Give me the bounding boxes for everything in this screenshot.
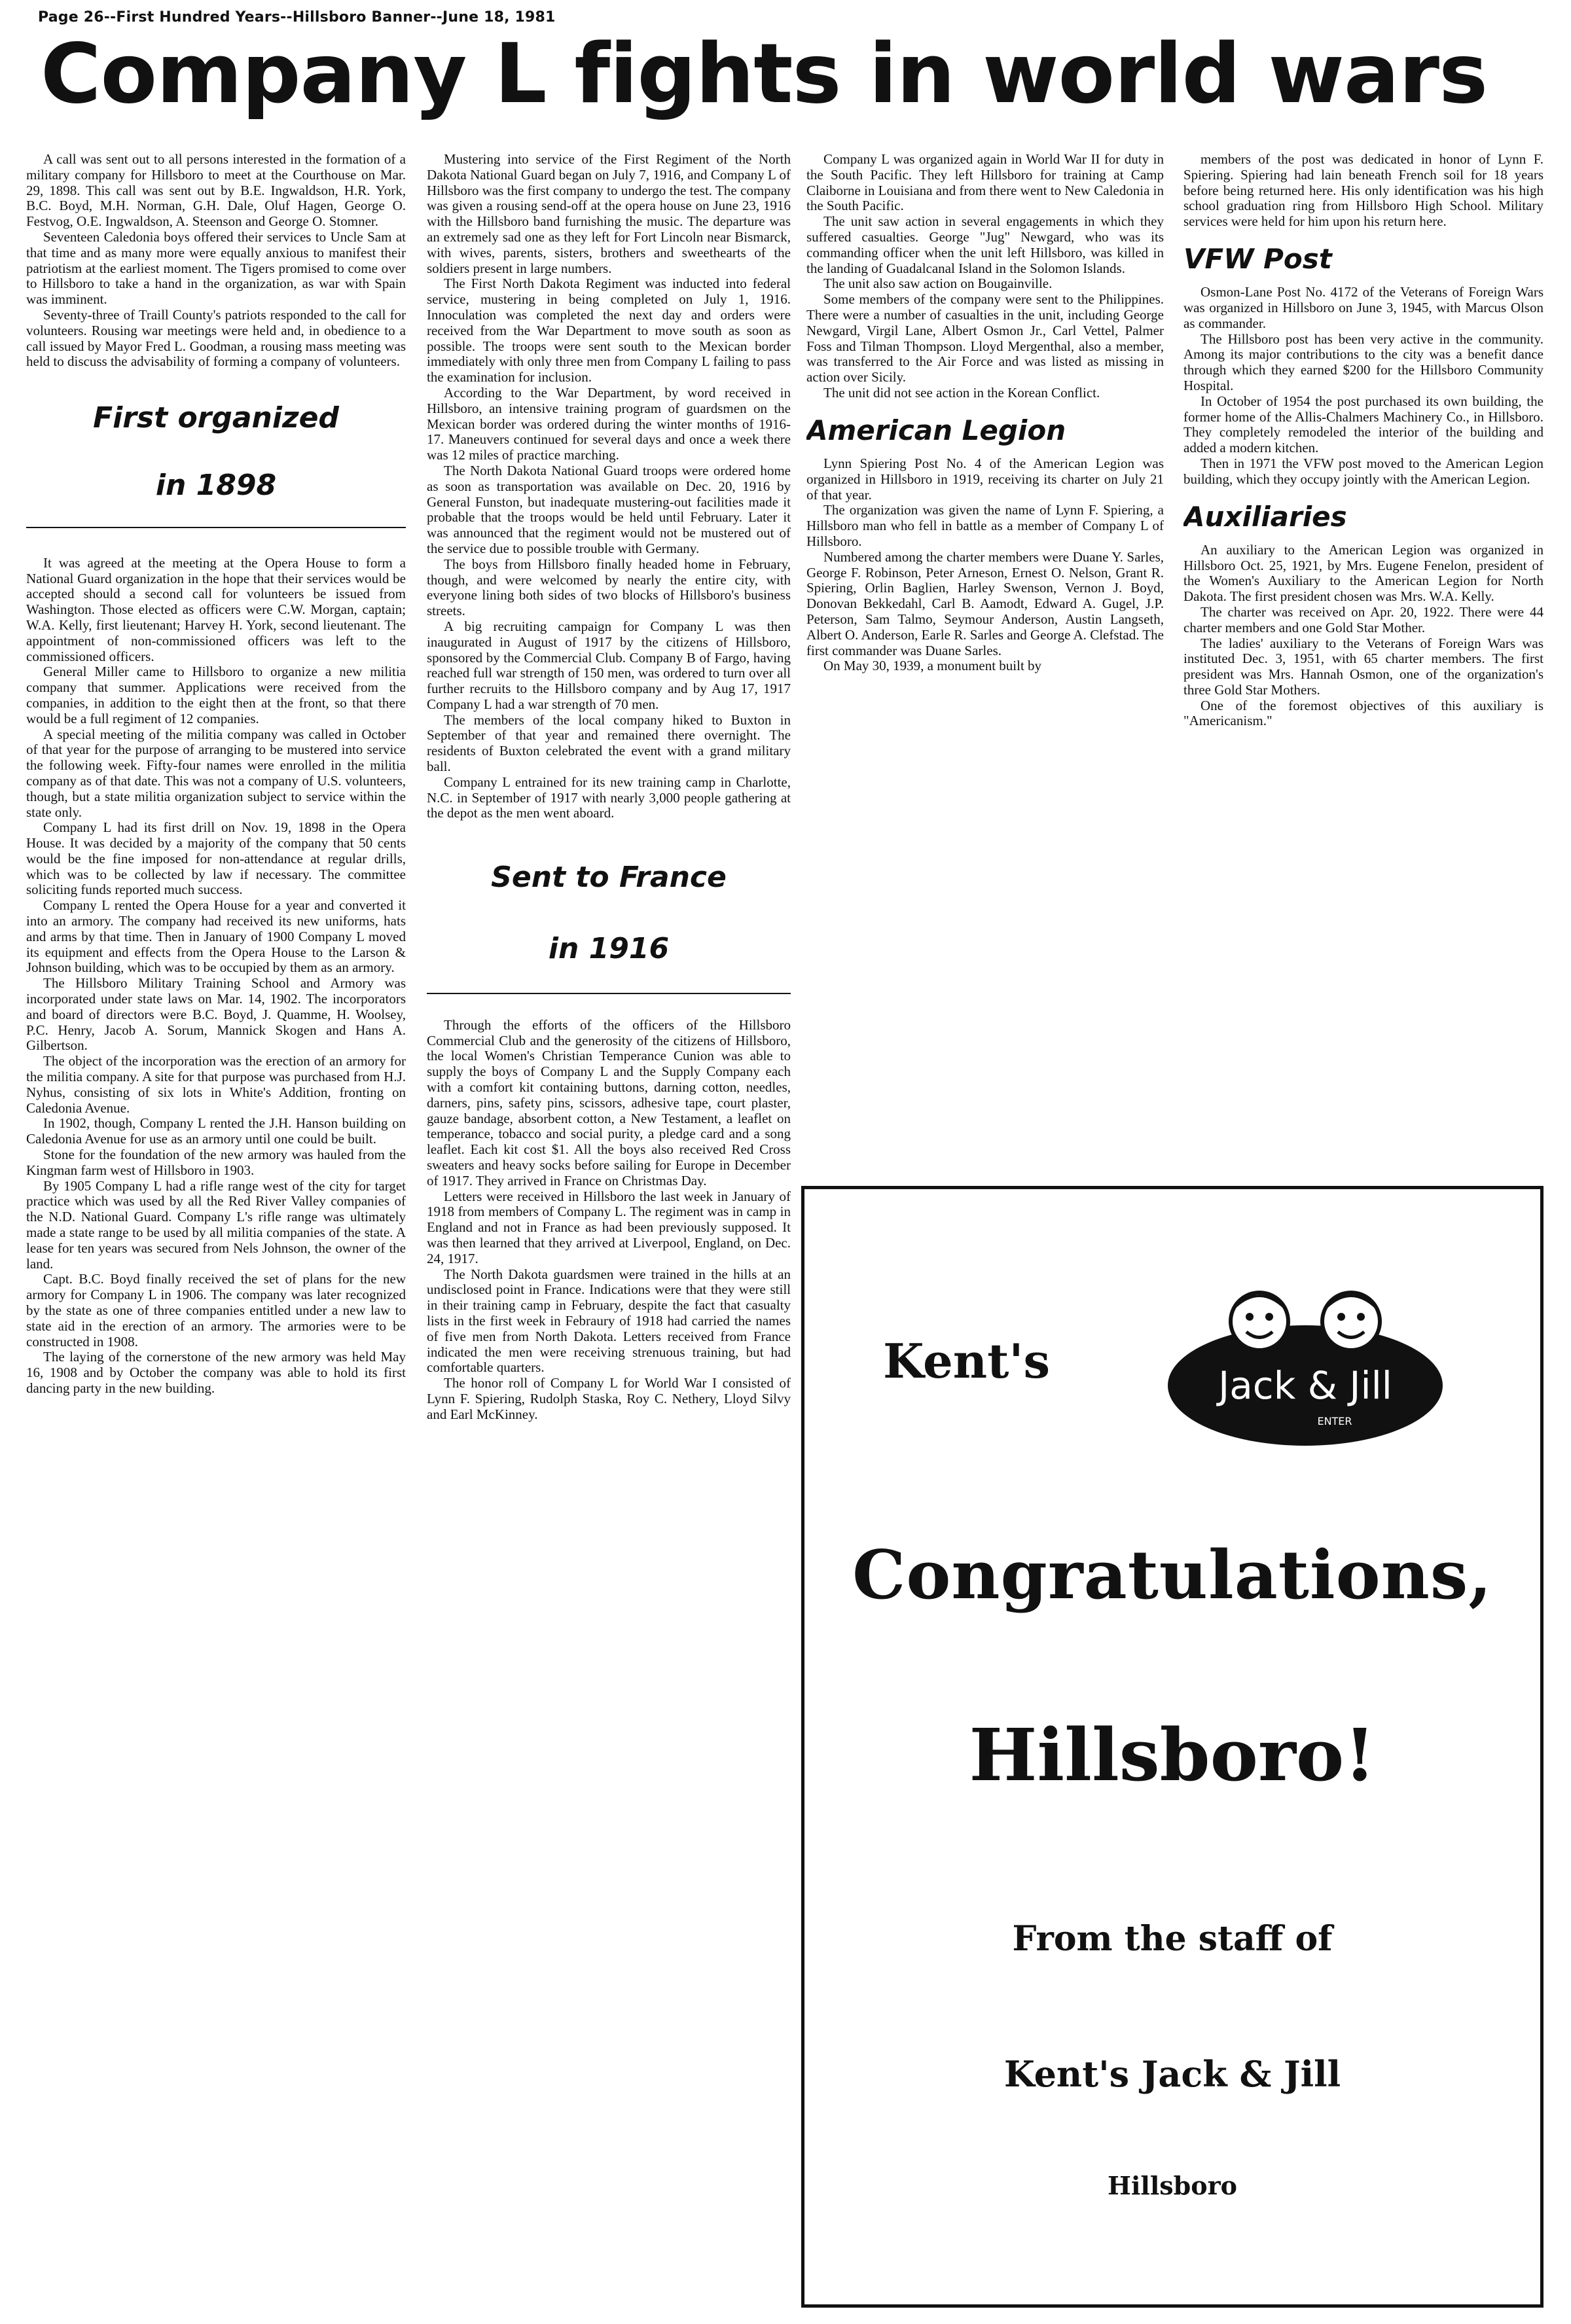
col1-intro	[26, 152, 406, 370]
paragraph: Capt. B.C. Boyd finally received the set of plans for the new armory for Company L in 1906. The company was later recognized by the state as one of three companies entitled under a new law to state aid in the erection of an armory. The armories were to be constructed in 1908.	[26, 1271, 406, 1350]
paragraph: The members of the local company hiked to Buxton in September of that year and remained there overnight. The residents of Buxton celebrated the event with a grand military ball.	[427, 711, 791, 775]
column-2	[427, 152, 791, 2312]
ad-from-staff: From the staff of	[1012, 1919, 1333, 1959]
paragraph: Lynn Spiering Post No. 4 of the American Legion was organized in Hillsboro in 1919, receiving its charter on July 21 of that year.	[806, 455, 1164, 503]
paragraph: Stone for the foundation of the new armory was hauled from the Kingman farm west of Hillsboro in 1903.	[26, 1147, 406, 1178]
col3-body	[806, 456, 1164, 674]
paragraph: Numbered among the charter members were Duane Y. Sarles, George F. Robinson, Peter Arneson, Ernest O. Nelson, Grant R. Spiering, Orlin Baglien, Harley Swenson, Vernon J. Boyd, Donovan Bekkedahl, Carl B. Aamodt, Edward A. Gugel, J.P. Peterson, Sam Talmo, Seymour Anderson, Austin Langseth, Albert O. Anderson, Earle R. Sarles and George A. Clefstad. The first commander was Duane Sarles.	[806, 548, 1164, 658]
subhead-sent-to-france: Sent to France	[491, 861, 727, 895]
paragraph: In 1902, though, Company L rented the J.H. Hanson building on Caledonia Avenue for use as an armory until one could be built.	[26, 1115, 406, 1147]
paragraph: The North Dakota National Guard troops were ordered home as soon as transportation was available on Dec. 20, 1916 by General Funston, but inadequate mustering-out facilities made it probable that the troops would be held until February. Later it was announced that the regiment would not be mustered out of the service due to possible trouble with Germany.	[427, 462, 791, 556]
col1-body	[26, 556, 406, 1397]
paragraph: Company L was organized again in World War II for duty in the South Pacific. They left Hillsboro for training at Camp Claiborne in Louisiana and from there went to New Caledonia in the South Pacific.	[806, 152, 1164, 214]
paragraph: Then in 1971 the VFW post moved to the American Legion building, which they occupy jointly with the American Legion.	[1183, 455, 1544, 487]
paragraph: An auxiliary to the American Legion was organized in Hillsboro Oct. 25, 1921, by Mrs. Eugene Fenelon, president of the Women's Auxiliary to the American Legion for North Dakota. The first president chosen was Mrs. W.A. Kelly.	[1183, 541, 1544, 605]
paragraph: According to the War Department, by word received in Hillsboro, an intensive training program of guardsmen on the Mexican border was ordered during the winter months of 1916-17. Maneuvers continued for several days and once a week there was 12 miles of practice marching.	[427, 384, 791, 463]
folio-line: Page 26--First Hundred Years--Hillsboro Banner--June 18, 1981	[38, 9, 556, 26]
col3-intro	[806, 152, 1164, 401]
subhead-in-1916: in 1916	[548, 932, 670, 966]
paragraph: The laying of the cornerstone of the new armory was held May 16, 1908 and by October the company was able to hold its first dancing party in the new building.	[26, 1349, 406, 1396]
ad-town: Hillsboro	[1108, 2171, 1237, 2200]
paragraph: Through the efforts of the officers of the Hillsboro Commercial Club and the generosity of the citizens of Hillsboro, the local Women's Christian Temperance Cunion was able to supply the boys of Company L and the Supply Company each with a comfort kit containing buttons, darning cotton, needles, darners, pins, safety pins, scissors, adhesive tape, court plaster, gauze bandage, absorbent cotton, a New Testament, a leaflet on temperance, tobacco and social purity, a pledge card and a song leaflet. Each kit cost $1. All the boys also received Red Cross sweaters and heavy socks before sailing for Europe in December of 1917. They arrived in France on Christmas Day.	[427, 1016, 791, 1189]
paragraph: The unit did not see action in the Korean Conflict.	[823, 384, 1100, 401]
paragraph: Mustering into service of the First Regiment of the North Dakota National Guard began on July 7, 1916, and Company L of Hillsboro was the first company to undergo the test. The company was given a rousing send-off at the opera house on June 23, 1916 with the Hillsboro band furnishing the music. The departure was an extremely sad one as they left for Fort Lincoln near Bismarck, with wives, parents, sisters, brothers and sweethearts of the soldiers present in large numbers.	[427, 152, 791, 276]
heading-auxiliaries: Auxiliaries	[1183, 500, 1347, 533]
heading-american-legion: American Legion	[806, 414, 1066, 446]
heading-vfw-post: VFW Post	[1183, 242, 1332, 275]
ad-hillsboro-exclaim: Hillsboro!	[969, 1713, 1376, 1797]
paragraph: On May 30, 1939, a monument built by	[823, 658, 1042, 674]
logo-text: Jack & Jill	[1218, 1363, 1392, 1408]
paragraph: The honor roll of Company L for World War I consisted of Lynn F. Spiering, Rudolph Staska, Roy C. Nethery, Lloyd Silvy and Earl McKinney.	[427, 1375, 791, 1422]
paragraph: The ladies' auxiliary to the Veterans of Foreign Wars was instituted Dec. 3, 1951, with 65 charter members. The first president was Mrs. Hannah Osmon, one of the organization's three Gold Star Mothers.	[1183, 635, 1544, 698]
paragraph: The Hillsboro post has been very active in the community. Among its major contributions to the city was a benefit dance through which they earned $200 for the Hillsboro Community Hospital.	[1183, 331, 1544, 393]
col4-body	[1183, 285, 1544, 487]
section-rule-2	[427, 993, 791, 994]
ad-congratulations: Congratulations,	[852, 1536, 1492, 1615]
column-4	[1183, 152, 1544, 1173]
section-rule	[26, 527, 406, 528]
column-3	[806, 152, 1164, 1173]
paragraph: The unit saw action in several engagements in which they suffered casualties. George "Jug" Newgard, who was its commanding officer when the unit left Hillsboro, was killed in the landing of Guadalcanal Island in the Solomon Islands.	[806, 213, 1164, 276]
col2-intro	[427, 152, 791, 821]
paragraph: The North Dakota guardsmen were trained in the hills at an undisclosed point in France. Indications were that they were still in their training camp in February, despite the fact that casualty lists in the first week in Febraury of 1918 had carried the names of five men from North Dakota. Letters received from France indicated the men were receiving strenuous training, but had comfortable quarters.	[427, 1266, 791, 1376]
headline: Company L fights in world wars	[41, 26, 1488, 122]
paragraph: Company L had its first drill on Nov. 19, 1898 in the Opera House. It was decided by a majority of the company that 50 cents would be the fine imposed for non-attendance at regular drills, which was to be collected by law if necessary. The committee soliciting funds reported much success.	[26, 819, 406, 898]
ad-kents-word: Kent's	[883, 1333, 1050, 1389]
col2-body	[427, 1018, 791, 1423]
col4-body-2	[1183, 543, 1544, 730]
subhead-first-organized: First organized	[93, 401, 339, 435]
paragraph: members of the post was dedicated in honor of Lynn F. Spiering. Spiering had lain beneath French soil for 18 years before being returned here. His only identification was his high school graduation ring from Hillsboro High School. Military services were held for him upon his return here.	[1183, 152, 1544, 230]
paragraph: A call was sent out to all persons interested in the formation of a military company for Hillsboro to meet at the Courthouse on Mar. 29, 1898. This call was sent out by B.E. Ingwaldson, H.R. York, B.C. Boyd, M.H. Norman, G.H. Dale, Oluf Hagen, George O. Festvog, O.E. Ingwaldson, A. Steenson and George O. Stomner.	[26, 152, 406, 230]
paragraph: The charter was received on Apr. 20, 1922. There were 44 charter members and one Gold Star Mother.	[1183, 603, 1544, 635]
paragraph: General Miller came to Hillsboro to organize a new militia company that summer. Applications were received from the companies, in addition to the eight then at the front, so that there would be a full regiment of 12 companies.	[26, 664, 406, 726]
paragraph: Seventeen Caledonia boys offered their services to Uncle Sam at that time and as many more were equally anxious to manifest their patriotism at the earliest moment. The Tigers promised to come over to Hillsboro to take a hand in the organization, as war with Spain was imminent.	[26, 228, 406, 308]
subhead-in-1898: in 1898	[155, 468, 277, 502]
paragraph: A big recruiting campaign for Company L was then inaugurated in August of 1917 by the citizens of Hillsboro, sponsored by the Commercial Club. Company B of Fargo, having reached full war strength of 150 men, was ordered to turn over all further recruits to the Hillsboro company and by Aug 17, 1917 Company L had a war strength of 70 men.	[427, 618, 791, 712]
paragraph: In October of 1954 the post purchased its own building, the former home of the Allis-Chalmers Machinery Co., in Hillsboro. They completely remodeled the interior of the building and added a modern kitchen.	[1183, 393, 1544, 456]
paragraph: The organization was given the name of Lynn F. Spiering, a Hillsboro man who fell in battle as a member of Company L of Hillsboro.	[806, 502, 1164, 549]
paragraph: A special meeting of the militia company was called in October of that year for the purpose of arranging to be mustered into service the following week. Fifty-four names were enrolled in the militia company as of that date. This was not a company of U.S. volunteers, though, but a state militia organization subject to service within the state only.	[26, 726, 406, 820]
paragraph: Seventy-three of Traill County's patriots responded to the call for volunteers. Rousing war meetings were held and, in obedience to a call issued by Mayor Fred L. Goodman, a rousing mass meeting was held to discuss the advisability of forming a company of volunteers.	[26, 306, 406, 370]
paragraph: The unit also saw action on Bougainville.	[823, 276, 1053, 292]
column-1	[26, 152, 406, 2312]
advertisement	[801, 1186, 1544, 2308]
paragraph: Osmon-Lane Post No. 4172 of the Veterans of Foreign Wars was organized in Hillsboro on June 3, 1945, with Marcus Olson as commander.	[1183, 284, 1544, 331]
paragraph: By 1905 Company L had a rifle range west of the city for target practice which was used by all the Red River Valley companies of the N.D. National Guard. Company L's rifle range was ultimately made a state range to be used by all militia companies of the state. A lease for ten years was secured from Nels Johnson, the owner of the land.	[26, 1177, 406, 1272]
paragraph: The object of the incorporation was the erection of an armory for the militia company. A site for that purpose was purchased from H.J. Nyhus, consisting of six lots in White's Addition, fronting on Caledonia Avenue.	[26, 1053, 406, 1116]
paragraph: Company L rented the Opera House for a year and converted it into an armory. The company had received its new uniforms, hats and arms by that time. Then in January of 1900 Company L moved its equipment and effects from the Opera House to the Larson & Johnson building, which was to be occupied by them as an armory.	[26, 897, 406, 976]
paragraph: Some members of the company were sent to the Philippines. There were a number of casualties in the unit, including George Newgard, Virgil Lane, Albert Osmon Jr., Carl Vettel, Palmer Foss and Tilman Thompson. Lloyd Mergenthal, also a member, was transferred to the Air Force and was listed as missing in action over Sicily.	[806, 291, 1164, 385]
paragraph: The First North Dakota Regiment was inducted into federal service, mustering in being completed on July 1, 1916. Innoculation was completed the next day and orders were received from the War Department to move south as soon as possible. The troops were sent south to the Mexican border immediately with only three men from Company L failing to pass the examination for inclusion.	[427, 276, 791, 385]
ad-store-name: Kent's Jack & Jill	[1003, 2053, 1341, 2095]
paragraph: The boys from Hillsboro finally headed home in February, though, and were welcomed by nearly the entire city, with everyone lining both sides of two blocks of Hillsboro's business streets.	[427, 556, 791, 619]
paragraph: Company L entrained for its new training camp in Charlotte, N.C. in September of 1917 with nearly 3,000 people gathering at the depot as the men went aboard.	[427, 774, 791, 821]
paragraph: One of the foremost objectives of this auxiliary is "Americanism."	[1183, 697, 1544, 729]
paragraph: Letters were received in Hillsboro the last week in January of 1918 from members of Company L. The regiment was in camp in England and not in France as had been previously supposed. It was then learned that they arrived at Liverpool, England, on Dec. 24, 1917.	[427, 1188, 791, 1266]
logo-subtext: ENTER	[1317, 1415, 1352, 1427]
col4-intro	[1183, 152, 1544, 230]
paragraph: It was agreed at the meeting at the Opera House to form a National Guard organization in the hope that their services would be accepted should a second call for volunteers be issued from Washington. Those elected as officers were C.W. Morgan, captain; W.A. Kelly, first lieutenant; Harvey H. York, second lieutenant. The appointment of non-commissioned officers was left to the commissioned officers.	[26, 554, 406, 664]
jack-and-jill-logo	[1165, 1287, 1446, 1451]
paragraph: The Hillsboro Military Training School and Armory was incorporated under state laws on Mar. 14, 1902. The incorporators and board of directors were B.C. Boyd, J. Quamme, H. Woolsey, P.C. Henry, Jacob A. Sorum, Mannick Skogen and Hans A. Gilbertson.	[26, 975, 406, 1054]
